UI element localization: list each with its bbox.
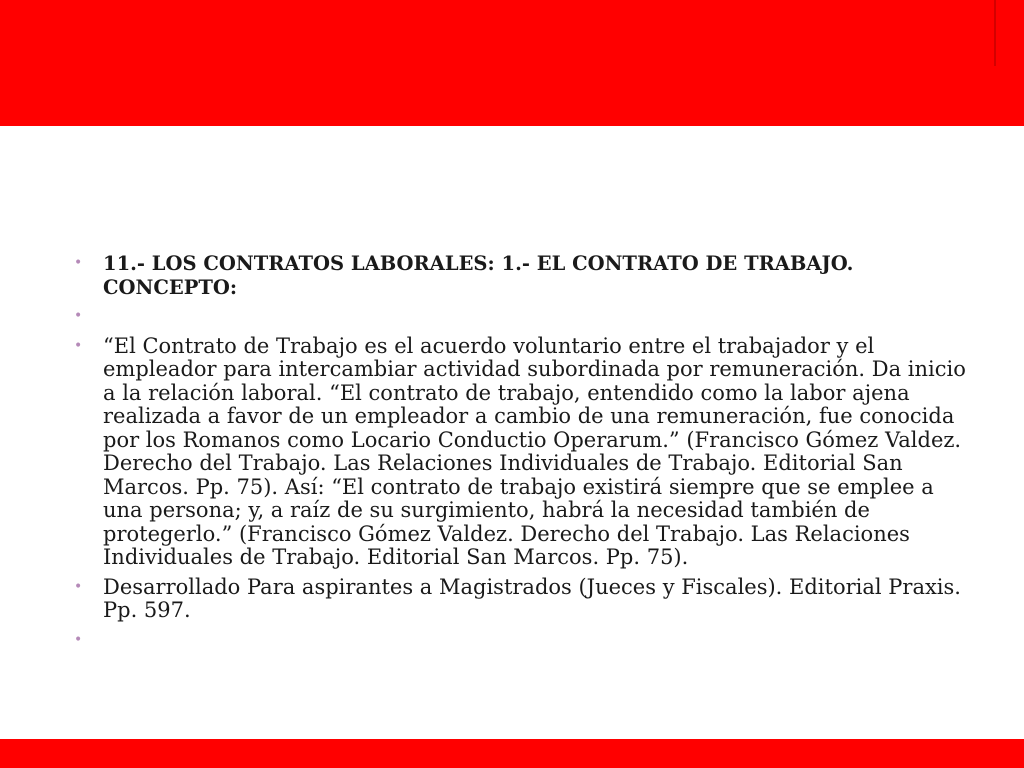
- slide-content: [74, 252, 974, 658]
- bullet-dot-icon: •: [74, 337, 83, 354]
- bullet-dot-icon: •: [74, 631, 83, 648]
- bullet-dot-icon: •: [74, 255, 83, 271]
- bullet-text: Desarrollado Para aspirantes a Magistrados (Jueces y Fiscales). Editorial Praxis. Pp. 597.: [103, 574, 961, 622]
- bullet-dot-icon: •: [74, 578, 83, 595]
- bullet-item-title: [74, 252, 974, 299]
- bullet-item-definition: [74, 335, 974, 570]
- top-band-divider-line: [994, 0, 996, 66]
- bullet-text: “El Contrato de Trabajo es el acuerdo voluntario entre el trabajador y el empleador para intercambiar actividad subordinada por remuneración. Da inicio a la relación laboral. “El contrato de trabajo, entendido como la labor ajena realizada a favor de un empleador a cambio de una remuneración, fue conocida por los Romanos como Locario Conductio Operarum.” (Francisco Gómez Valdez. Derecho del Trabajo. Las Relaciones Individuales de Trabajo. Editorial San Marcos. Pp. 75). Así: “El contrato de trabajo existirá siempre que se emplee a una persona; y, a raíz de su surgimiento, habrá la necesidad también de protegerlo.” (Francisco Gómez Valdez. Derecho del Trabajo. Las Relaciones Individuales de Trabajo. Editorial San Marcos. Pp. 75).: [103, 333, 966, 569]
- bullet-item-empty: [74, 629, 974, 653]
- top-red-band: [0, 0, 1024, 126]
- bullet-item-source: [74, 576, 974, 623]
- bullet-dot-icon: •: [74, 308, 83, 324]
- bullet-item-empty: [74, 305, 974, 329]
- bullet-list: [74, 252, 974, 652]
- bottom-red-band: [0, 739, 1024, 768]
- bullet-text: 11.- LOS CONTRATOS LABORALES: 1.- EL CONTRATO DE TRABAJO. CONCEPTO:: [103, 252, 854, 299]
